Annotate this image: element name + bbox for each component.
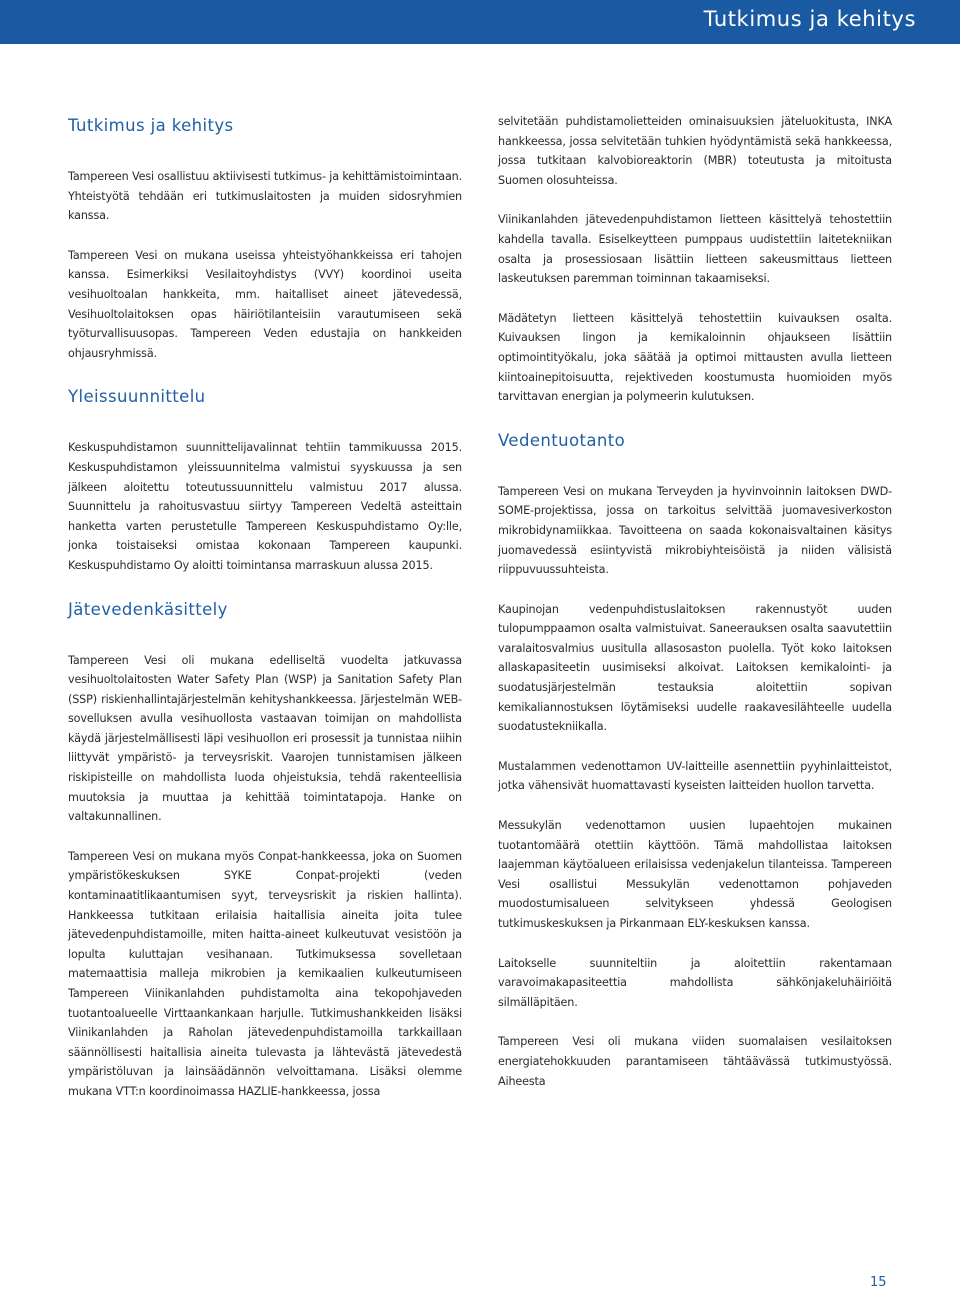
page-number: 15 <box>870 1275 887 1290</box>
paragraph: selvitetään puhdistamolietteiden ominaisuuksien jäteluokitusta, INKA hankkeessa, jossa selvitetään tuhkien hyödyntämistä sekä hankkeessa, jossa tutkitaan kalvobioreaktorin (MBR) toteutusta ja mitoitusta Suomen olosuhteissa. <box>498 115 892 187</box>
paragraph: Tampereen Vesi on mukana myös Conpat-hankkeessa, joka on Suomen ympäristökeskuksen SYKE Conpat-projekti (veden kontaminaatitlikaantumisen syyt, terveysriskit ja riskien hallinta). Hankkeessa tutkitaan erilaisia haitallisia aineita joita tulee jätevedenpuhdistamoille, miten haitta-aineet kulkeutuvat vesistöön ja lopulta kuluttajan vesihanaan. Tutkimuksessa sovelletaan matemaattisia malleja mikrobien ja kemikaalien kulkeutumiseen Tampereen Viinikanlahden puhdistamolta aina tekopohjaveden tuotantoalueelle Virttaankankaan harjulle. Tutkimushankkeiden lisäksi Viinikanlahden ja Raholan jätevedenpuhdistamoilla tarkkaillaan säännöllisesti haitallisia aineita tulevasta ja lähtevästä jätevedestä ympäristöluvan ja lainsäädännön velvoittamana. Lisäksi olemme mukana VTT:n koordinoimassa HAZLIE-hankkeessa, jossa <box>68 849 462 1098</box>
left-column <box>68 112 462 1122</box>
paragraph: Tampereen Vesi osallistuu aktiivisesti tutkimus- ja kehittämistoimintaan. Yhteistyötä tehdään eri tutkimuslaitosten ja muiden sidosryhmien kanssa. <box>68 170 462 223</box>
paragraph: Keskuspuhdistamon suunnittelijavalinnat tehtiin tammikuussa 2015. Keskuspuhdistamon yleissuunnitelma valmistui syyskuussa ja sen jälkeen aloitettu toteutussuunnittelu valmistuu 2017 alussa. Suunnittelu ja rahoitusvastuu siirtyy Tampereen Vedeltä asteittain hanketta varten perustetulle Tampereen Keskuspuhdistamo Oy:lle, jonka toistaiseksi omistaa kokonaan Tampereen kaupunki. Keskuspuhdistamo Oy aloitti toimintansa marraskuun alussa 2015. <box>68 441 462 572</box>
section-heading-water-production: Vedentuotanto <box>498 430 626 450</box>
paragraph: Messukylän vedenottamon uusien lupaehtojen mukainen tuotantomäärä otettiin käyttöön. Tämä mahdollistaa laitoksen laajemman käytöalueen erilaisissa vedenjakelun tilanteissa. Tampereen Vesi osallistui Messukylän vedenottamon pohjaveden muodostumisalueen selvitykseen yhdessä Geologisen tutkimuskeskuksen ja Pirkanmaan ELY-keskuksen kanssa. <box>498 819 892 930</box>
paragraph: Tampereen Vesi oli mukana viiden suomalaisen vesilaitoksen energiatehokkuuden parantamiseen tähtäävässä tutkimustyössä. Aiheesta <box>498 1035 892 1088</box>
paragraph: Laitokselle suunniteltiin ja aloitettiin rakentamaan varavoimakapasiteettia mahdollista sähkönjakeluhäiriöitä silmälläpitäen. <box>498 956 892 1009</box>
paragraph: Tampereen Vesi on mukana Terveyden ja hyvinvoinnin laitoksen DWD-SOME-projektissa, jossa on tarkoitus selvittää juomavesiverkoston mikrobidynamiikkaa. Tavoitteena on saada kokonaisvaltainen käsitys juomavedessä esiintyvistä mikrobiyhteisöistä ja niiden välisistä riippuvuussuhteista. <box>498 484 892 577</box>
header-title: Tutkimus ja kehitys <box>703 7 916 31</box>
paragraph: Tampereen Vesi on mukana useissa yhteistyöhankkeissa eri tahojen kanssa. Esimerkiksi Vesilaitoyhdistys (VVY) koordinoi useita vesihuoltoalan hankkeita, mm. haitalliset aineet jätevedessä, Vesihuoltolaitoksen opas häiriötilanteisiin varautumiseen sekä työturvallisuusopas. Tampereen Veden edustajia on hankkeiden ohjausryhmissä. <box>68 248 462 360</box>
paragraph: Viinikanlahden jätevedenpuhdistamon lietteen käsittelyä tehostettiin kahdella tavalla. Esiselkeytteen pumppaus uudistettiin laitetekniikan osalta ja prosessiosaan lisättiin lietteen sakeusmittaus lietteen laskeutuksen paremman toiminnan takaamiseksi. <box>498 213 892 286</box>
paragraph: Kaupinojan vedenpuhdistuslaitoksen rakennustyöt uuden tulopumppaamon osalta valmistuivat. Saneerauksen osalta saavutettiin varalaitosvalmius uusitulla allasosaston puolella. Työt koko laitoksen allaskapasiteetin uusimiseksi alkoivat. Laitoksen kemikalointi- ja suodatusjärjestelmän testauksia aloitettiin sopivan kemikaliannostuksen löytämiseksi uudelle raakavesilähteelle uudella suodatustekniikalla. <box>498 602 892 734</box>
paragraph: Mädätetyn lietteen käsittelyä tehostettiin kuivauksen osalta. Kuivauksen lingon ja kemikaloinnin ohjaukseen lisättiin optimointityökalu, joka säätää ja optimoi mittausten avulla lietteen kiintoainepitoisuutta, rejektiveden koostumusta huomioiden myös tarvittavan energian ja polymeerin kulutuksen. <box>498 311 892 404</box>
section-heading-wastewater: Jätevedenkäsittely <box>68 599 228 619</box>
paragraph: Tampereen Vesi oli mukana edelliseltä vuodelta jatkuvassa vesihuoltolaitosten Water Safety Plan (WSP) ja Sanitation Safety Plan (SSP) riskienhallintajärjestelmän kehityshankkeessa. Järjestelmän WEB-sovelluksen avulla vesihuollosta vastaavan toimijan on mahdollista käydä järjestelmällisesti läpi vesihuollon eri prosessit ja tunnistaa niihin liittyvät ympäristö- ja terveysriskit. Vaarojen tunnistamisen jälkeen riskipisteille on mahdollista luoda ohjeistuksia, tehdä rakenteellisia muutoksia ja muuttaa ja kehittää toimintatapoja. Hanke on valtakunnallinen. <box>68 653 462 824</box>
header-bar <box>0 0 960 44</box>
section-heading-planning: Yleissuunnittelu <box>68 387 206 407</box>
section-heading-research: Tutkimus ja kehitys <box>68 116 234 135</box>
paragraph: Mustalammen vedenottamon UV-laitteille asennettiin pyyhinlaitteistot, jotka vähensivät huomattavasti kyseisten laitteiden huollon tarvetta. <box>498 759 892 793</box>
right-column <box>498 112 892 1111</box>
